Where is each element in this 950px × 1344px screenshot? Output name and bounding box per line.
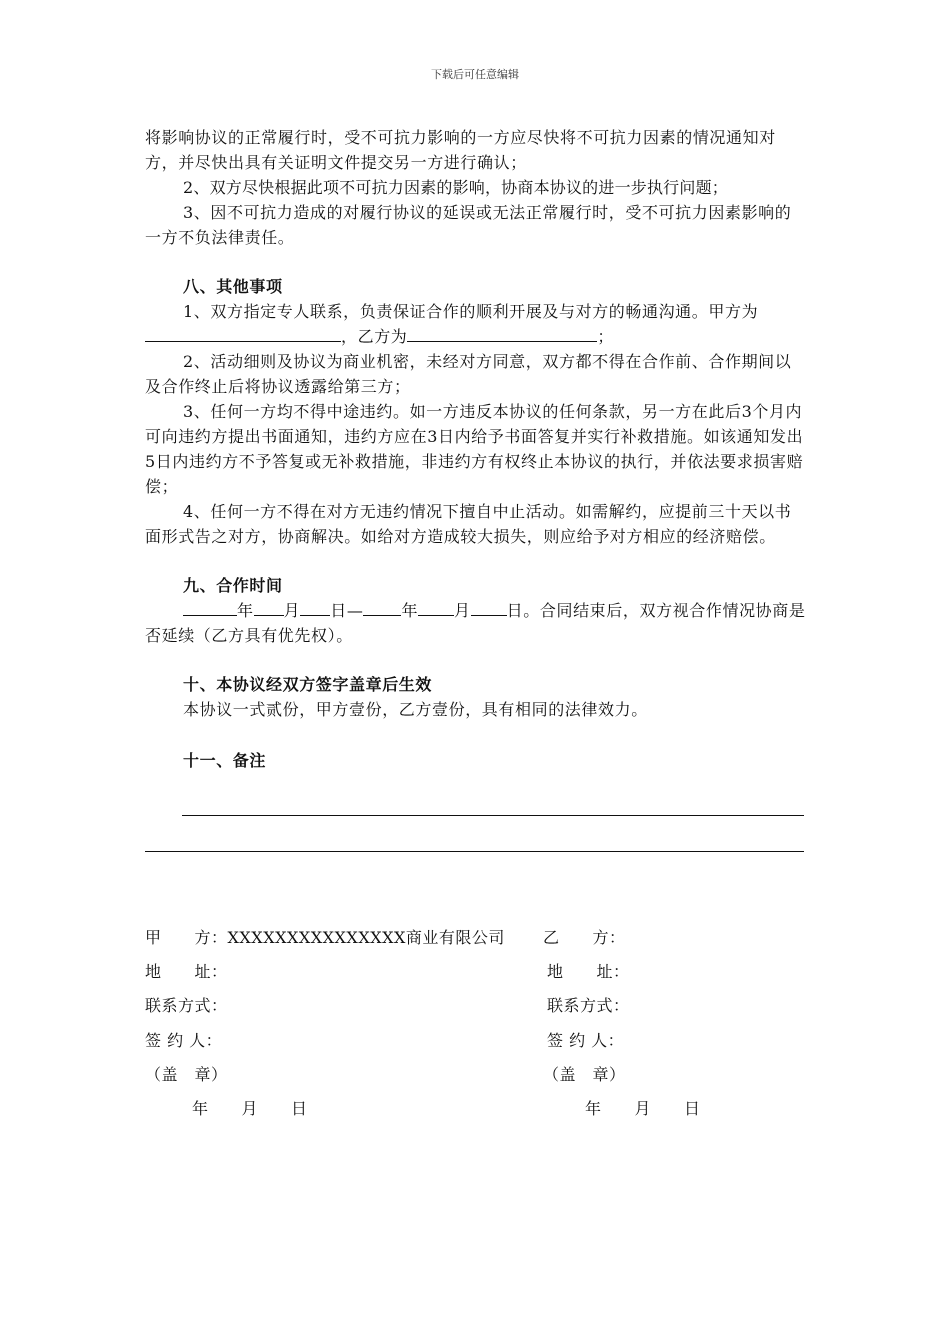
party-b-contact: 联系方式： [547, 996, 630, 1015]
section-8-item-1 [145, 299, 807, 349]
section-9-title: 九、合作时间 [183, 576, 283, 595]
end-month-blank [418, 598, 454, 616]
party-a-seal: （盖 章） [145, 1065, 228, 1084]
party-b-date: 年 月 日 [585, 1099, 701, 1118]
end-day-blank [471, 598, 507, 616]
section-11-title: 十一、备注 [183, 751, 267, 770]
start-month-blank [254, 598, 284, 616]
party-a-contact-blank [145, 324, 341, 342]
section-8-item-3: 3、任何一方均不得中途违约。如一方违反本协议的任何条款，另一方在此后3个月内可向违约方提出书面通知，违约方应在3日内给予书面答复并实行补救措施。如该通知发出5日内违约方不予答复或无补救措施，非违约方有权终止本协议的执行，并依法要求损害赔偿； [145, 402, 804, 496]
force-majeure-para-3: 3、因不可抗力造成的对履行协议的延误或无法正常履行时，受不可抗力因素影响的一方不负法律责任。 [145, 203, 792, 247]
party-a-signer: 签 约 人： [145, 1031, 223, 1050]
end-year-label: 年 [401, 601, 419, 620]
force-majeure-para-2: 2、双方尽快根据此项不可抗力因素的影响，协商本协议的进一步执行问题； [183, 178, 728, 197]
agreement-body [145, 125, 807, 773]
section-8-item-1-end: ； [597, 327, 615, 346]
party-b-label: 乙 方： [543, 928, 626, 947]
party-a-label: 甲 方： [145, 928, 228, 947]
section-8-item-2: 2、活动细则及协议为商业机密，未经对方同意，双方都不得在合作前、合作期间以及合作终止后将协议透露给第三方； [145, 352, 792, 396]
section-9-text [145, 598, 807, 648]
section-8-item-1-text: 1、双方指定专人联系，负责保证合作的顺利开展及与对方的畅通沟通。甲方为 [183, 302, 759, 321]
start-year-blank [183, 598, 237, 616]
section-9-end-text: 。合同结束后，双方视合作情况协商是否延续（乙方具有优先权）。 [145, 601, 806, 645]
start-month-label: 月 [283, 601, 301, 620]
date-range-dash: — [346, 601, 364, 620]
force-majeure-para-1: 将影响协议的正常履行时，受不可抗力影响的一方应尽快将不可抗力因素的情况通知对方，并尽快出具有关证明文件提交另一方进行确认； [145, 128, 776, 172]
party-a-date: 年 月 日 [192, 1099, 308, 1118]
party-b-contact-blank [407, 324, 597, 342]
party-a-name-row [145, 928, 505, 948]
section-8-item-4: 4、任何一方不得在对方无违约情况下擅自中止活动。如需解约，应提前三十天以书面形式告之对方，协商解决。如给对方造成较大损失，则应给予对方相应的经济赔偿。 [145, 502, 792, 546]
start-year-label: 年 [237, 601, 254, 620]
section-10-text: 本协议一式贰份，甲方壹份，乙方壹份，具有相同的法律效力。 [183, 700, 648, 719]
start-day-label: 日 [330, 601, 347, 620]
remarks-line-2 [145, 851, 804, 852]
section-10-title: 十、本协议经双方签字盖章后生效 [183, 675, 433, 694]
section-8-title: 八、其他事项 [183, 277, 283, 296]
end-month-label: 月 [454, 601, 471, 620]
end-year-blank [363, 598, 401, 616]
end-day-label: 日 [506, 601, 524, 620]
remarks-line-1 [182, 815, 804, 816]
party-a-contact: 联系方式： [145, 996, 228, 1015]
page-header: 下载后可任意编辑 [431, 68, 519, 81]
party-b-address: 地 址： [547, 962, 630, 981]
party-a-address: 地 址： [145, 962, 228, 981]
party-b-signer: 签 约 人： [547, 1031, 625, 1050]
party-a-company: XXXXXXXXXXXXXXX商业有限公司 [227, 928, 505, 947]
section-8-item-1-mid: ，乙方为 [341, 327, 408, 346]
start-day-blank [300, 598, 330, 616]
party-b-seal: （盖 章） [543, 1065, 626, 1084]
